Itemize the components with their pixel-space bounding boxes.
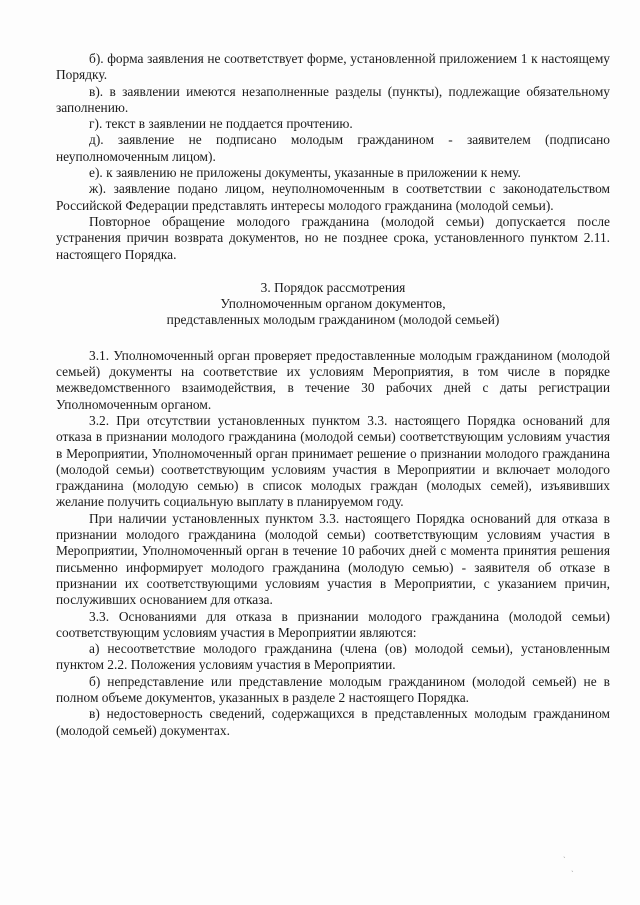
item-b: б). форма заявления не соответствует форме, установленной приложением 1 к настоящему Порядку.	[56, 51, 610, 83]
item-d: д). заявление не подписано молодым гражданином - заявителем (подписано неуполномоченным лицом).	[56, 132, 610, 164]
item-zh: ж). заявление подано лицом, неуполномоченным в соответствии с законодательством Российской Федерации представлять интересы молодого гражданина (молодой семьи).	[56, 181, 610, 213]
ground-a: а) несоответствие молодого гражданина (члена (ов) молодой семьи), установленным пунктом 2.2. Положения условиям участия в Мероприятии.	[56, 641, 610, 673]
paragraph-3-1: 3.1. Уполномоченный орган проверяет предоставленные молодым гражданином (молодой семьей) документы на соответствие их условиям Мероприятия, в том числе в порядке межведомственного взаимодействия, в течение 30 рабочих дней с даты регистрации Уполномоченным органом.	[56, 347, 610, 412]
paragraph-refusal-notice: При наличии установленных пунктом 3.3. настоящего Порядка оснований для отказа в признании молодого гражданина (молодой семьи) соответствующим условиям участия в Мероприятии, Уполномоченный орган в течение 10 рабочих дней с момента принятия решения письменно информирует молодого гражданина (молодую семью) - заявителя об отказе в признании их соответствующими условиям участия в Мероприятии, с указанием причин, послуживших основанием для отказа.	[56, 510, 610, 608]
section-3-heading-line-1: 3. Порядок рассмотрения	[260, 279, 406, 295]
scan-speck: ˎ	[563, 849, 566, 858]
ground-b: б) непредставление или представление молодым гражданином (молодой семьей) не в полном объеме документов, указанных в разделе 2 настоящего Порядка.	[56, 673, 610, 705]
paragraph-3-2: 3.2. При отсутствии установленных пунктом 3.3. настоящего Порядка оснований для отказа в признании молодого гражданина (молодой семьи) соответствующим условиям участия в Мероприятии, Уполномоченный орган принимает решение о признании молодого гражданина (молодой семьи) соответствующим условиям участия в Мероприятии и включает молодого гражданина (молодую семью) в список молодых граждан (молодых семей), изъявивших желание получить социальную выплату в планируемом году.	[56, 412, 610, 510]
section-3-heading-line-2: Уполномоченным органом документов,	[220, 296, 446, 312]
ground-v: в) недостоверность сведений, содержащихся в представленных молодым гражданином (молодой семьей) документах.	[56, 706, 610, 738]
section-spacer	[56, 329, 610, 348]
scan-speck: ˏ	[571, 863, 574, 872]
repeat-application-paragraph: Повторное обращение молодого гражданина (молодой семьи) допускается после устранения причин возврата документов, но не позднее срока, установленного пунктом 2.11. настоящего Порядка.	[56, 213, 610, 262]
section-3-heading-line-3: представленных молодым гражданином (молодой семьей)	[166, 312, 500, 328]
paragraph-3-3: 3.3. Основаниями для отказа в признании молодого гражданина (молодой семьи) соответствующим условиям участия в Мероприятии являются:	[56, 608, 610, 640]
item-e: е). к заявлению не приложены документы, указанные в приложении к нему.	[89, 165, 521, 181]
item-g: г). текст в заявлении не поддается прочтению.	[89, 116, 353, 132]
document-body	[56, 51, 610, 739]
section-3-heading	[56, 280, 610, 329]
item-v: в). в заявлении имеются незаполненные разделы (пункты), подлежащие обязательному заполнению.	[56, 83, 610, 115]
